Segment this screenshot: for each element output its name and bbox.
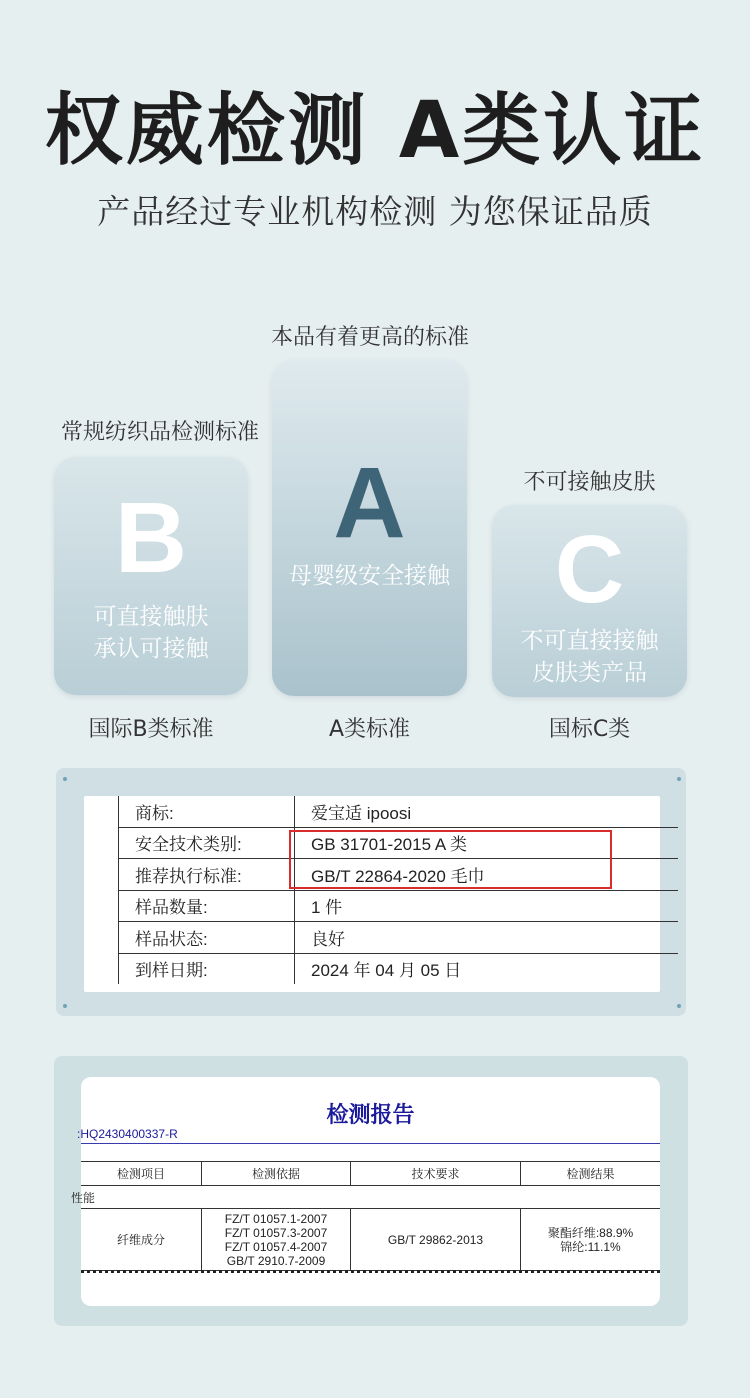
column-header: 技术要求 [351,1162,521,1186]
card-c-desc [492,625,687,689]
basis-line: FZ/T 01057.4-2007 [224,1239,328,1254]
column-header: 检测结果 [521,1162,661,1186]
basis-line: FZ/T 01057.3-2007 [224,1225,328,1240]
column-header: 检测依据 [202,1162,351,1186]
page-title: 权威检测 A类认证 [44,86,706,176]
panel-dot [677,777,681,781]
card-b-desc-line: 承认可接触 [93,636,209,662]
panel-dot [63,1004,67,1008]
card-b-desc-line: 可直接触肤 [93,604,209,630]
card-b-bottom-caption: 国际B类标准 [88,717,214,742]
basis-cell [202,1209,351,1271]
card-c-desc-line: 不可直接接触 [520,628,659,654]
table-row [81,1209,660,1271]
report-divider [81,1143,660,1144]
spec-value: 1 件 [295,890,679,922]
card-b-letter: B [114,482,188,594]
basis-line: GB/T 2910.7-2009 [226,1253,326,1268]
spec-key: 推荐执行标准: [119,859,295,891]
section-label: 性能 [81,1186,660,1209]
table-section-row [81,1186,660,1209]
card-b-top-caption: 常规纺织品检测标准 [60,420,259,445]
panel-dot [677,1004,681,1008]
table-row [119,796,679,827]
card-c-top-caption: 不可接触皮肤 [523,470,656,495]
card-a-top-caption: 本品有着更高的标准 [270,325,469,350]
card-b-desc [54,601,248,665]
basis-line: FZ/T 01057.1-2007 [224,1211,328,1226]
spec-key: 商标: [119,796,295,827]
card-a-bottom-caption: A类标准 [328,717,411,742]
card-a-desc-line: 母婴级安全接触 [289,563,450,589]
table-header-row [81,1162,660,1186]
card-a-desc [272,560,467,592]
spec-value: GB 31701-2015 A 类 [295,827,679,859]
spec-key: 样品状态: [119,922,295,954]
report-title: 检测报告 [326,1103,415,1128]
report-table [71,1161,660,1271]
panel-dot [63,777,67,781]
spec-key: 样品数量: [119,890,295,922]
result-line: 聚酯纤维:88.9% [547,1225,634,1240]
spec-sheet [84,796,660,992]
report-sheet [71,1077,660,1306]
table-row [119,953,679,984]
column-header: 检测项目 [81,1162,202,1186]
spec-key: 安全技术类别: [119,827,295,859]
page-subtitle: 产品经过专业机构检测 为您保证品质 [97,192,653,231]
card-a [272,360,467,696]
report-number: :HQ2430400337-R [77,1127,178,1141]
card-c-bottom-caption: 国标C类 [548,717,631,742]
dotted-divider [81,1270,660,1273]
card-c-desc-line: 皮肤类产品 [532,660,647,686]
highlight-box [289,830,612,889]
spec-key: 到样日期: [119,953,295,984]
spec-table [118,796,678,984]
card-c [492,505,687,697]
card-a-letter: A [333,447,406,559]
spec-value: 2024 年 04 月 05 日 [295,953,679,984]
result-line: 锦纶:11.1% [560,1239,621,1254]
requirement-cell: GB/T 29862-2013 [351,1209,521,1271]
table-row [119,890,679,922]
spec-value: 爱宝适 ipoosi [295,796,679,827]
result-cell [521,1209,661,1271]
item-cell: 纤维成分 [81,1209,202,1271]
spec-value: GB/T 22864-2020 毛巾 [295,859,679,891]
card-b [54,457,248,695]
spec-value: 良好 [295,922,679,954]
card-c-letter: C [554,516,625,623]
table-row [119,922,679,954]
